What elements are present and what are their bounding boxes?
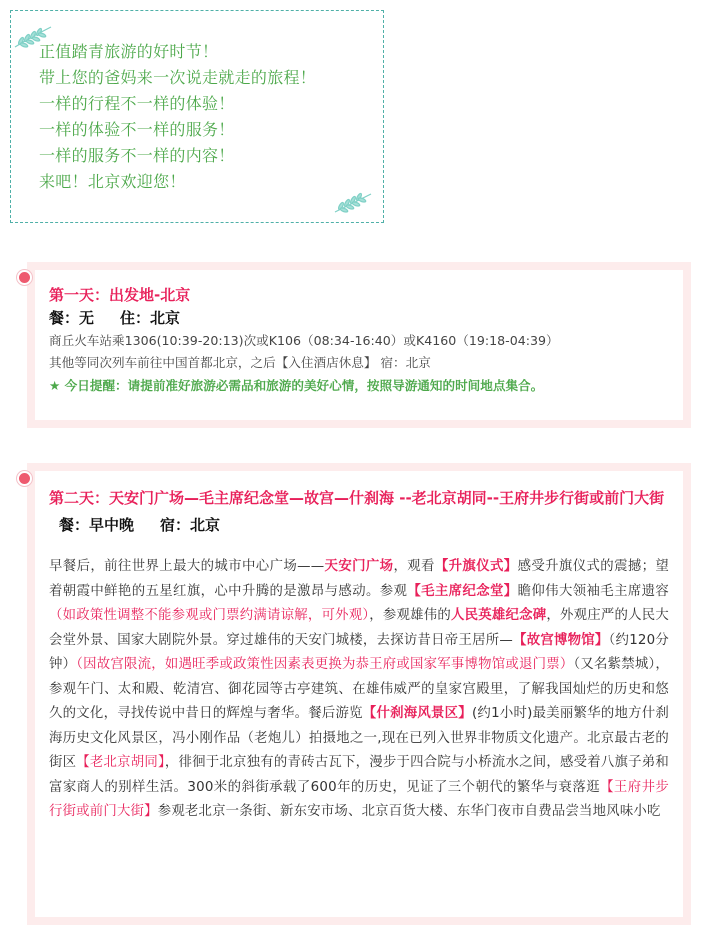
day1-meals-row [49, 306, 669, 330]
body-text-segment: （约120分钟） [49, 632, 669, 672]
highlight-text: 【毛主席纪念堂】 [407, 583, 518, 599]
note-text: 【老北京胡同】 [76, 755, 165, 770]
day1-stay: 住：北京 [120, 309, 181, 327]
day2-card [27, 463, 691, 925]
body-text-segment: （又名紫禁城），参观午门、太和殿、乾清宫、御花园等古亭建筑、在雄伟威严的皇家宫殿里，了解我国灿烂的历史和悠久的文化，寻找传说中昔日的辉煌与奢华。餐后游览 [49, 657, 669, 721]
highlight-text: 【故宫博物馆】 [512, 632, 609, 648]
intro-line: 一样的行程不一样的体验！ [39, 94, 235, 113]
intro-line: 一样的体验不一样的服务！ [39, 120, 235, 139]
body-text-segment: 参观老北京一条街、新东安市场、北京百货大楼、东华门夜市自费品尝当地风味小吃 [157, 804, 661, 819]
intro-box [10, 10, 384, 223]
intro-line: 正值踏青旅游的好时节！ [39, 42, 219, 61]
body-text-segment: 早餐后，前往世界上最大的城市中心广场—— [49, 559, 325, 574]
body-text-segment: (约1小时)最美丽繁华的地方什刹海历史文化风景区，冯小刚作品（老炮儿）拍摄地之一,现在已列入世界非物质文化遗产。北京最古老的街区 [49, 706, 669, 770]
note-text: （因故宫限流，如遇旺季或政策性因素表更换为恭王府或国家军事博物馆或退门票） [76, 657, 574, 672]
day2-stay: 宿：北京 [160, 516, 221, 534]
day2-description [49, 555, 669, 825]
day2-meals-row [49, 513, 669, 537]
highlight-text: 人民英雄纪念碑 [451, 608, 547, 623]
day2-meals: 餐：早中晚 [59, 516, 135, 534]
leaf-icon [333, 190, 373, 216]
intro-line: 带上您的爸妈来一次说走就走的旅程！ [39, 68, 317, 87]
body-text-segment: ，参观雄伟的 [369, 608, 452, 623]
intro-line: 来吧！北京欢迎您！ [39, 172, 186, 191]
note-text: （如政策性调整不能参观或门票约满请谅解，可外观） [49, 608, 370, 623]
day1-title: 第一天：出发地-北京 [49, 286, 191, 304]
bullet-dot-icon [17, 270, 32, 285]
note-text: 【王府井步行街或前门大街】 [49, 779, 670, 819]
day1-tip: ★ 今日提醒：请提前准好旅游必需品和旅游的美好心情，按照导游通知的时间地点集合。 [49, 378, 544, 393]
body-text-segment: ，徘徊于北京独有的青砖古瓦下，漫步于四合院与小桥流水之间，感受着八旗子弟和富家商人的别样生活。300米的斜街承载了600年的历史，见证了三个朝代的繁华与衰落逛 [49, 755, 669, 795]
day1-hotel-info: 其他等同次列车前往中国首都北京，之后【入住酒店休息】 宿：北京 [49, 355, 431, 370]
day1-card [27, 262, 691, 428]
day1-meals: 餐：无 [49, 309, 95, 327]
body-text-segment: ，外观庄严的人民大会堂外景、国家大剧院外景。穿过雄伟的天安门城楼，去探访昔日帝王居所— [49, 608, 669, 648]
body-text-segment: 瞻仰伟大领袖毛主席遗容 [517, 583, 670, 599]
body-text-segment: ，观看 [393, 559, 435, 574]
body-text-segment: 感受升旗仪式的震撼；望着朝霞中鲜艳的五星红旗，心中升腾的是激昂与感动。参观 [49, 559, 670, 599]
highlight-text: 【什刹海风景区】 [362, 706, 472, 721]
highlight-text: 天安门广场 [324, 559, 394, 574]
day2-title: 第二天：天安门广场—毛主席纪念堂—故宫—什刹海 --老北京胡同--王府井步行街或前门大街 [49, 489, 665, 507]
day1-train-info: 商丘火车站乘1306(10:39-20:13)次或K106（08:34-16:40）或K4160（19:18-04:39） [49, 333, 559, 348]
day1-content [35, 270, 683, 420]
highlight-text: 【升旗仪式】 [434, 559, 518, 574]
bullet-dot-icon [17, 471, 32, 486]
day2-content [35, 471, 683, 917]
leaf-icon [13, 23, 53, 51]
intro-line: 一样的服务不一样的内容！ [39, 146, 235, 165]
